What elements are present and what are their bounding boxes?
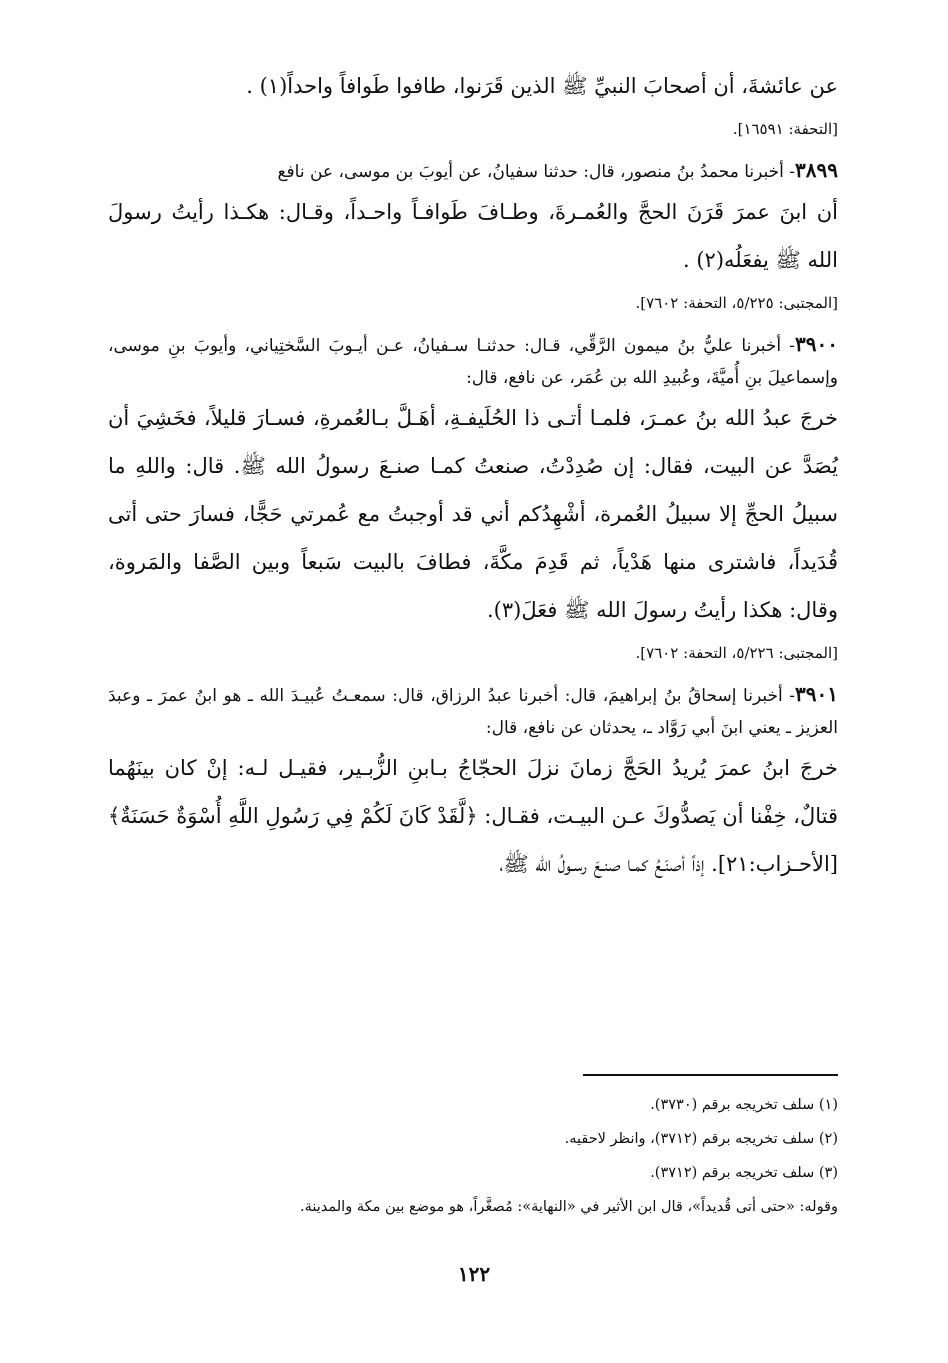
footnote-1: (١) سلف تخريجه برقم (٣٧٣٠). [650, 1097, 838, 1113]
hadith-isnad [108, 328, 838, 394]
source-reference: [المجتبى: ٥/٢٢٥، التحفة: ٧٦٠٢]. [635, 294, 838, 312]
hadith-3901 [108, 678, 838, 888]
footnote-2: (٢) سلف تخريجه برقم (٣٧١٢)، وانظر لاحقيه. [564, 1131, 838, 1147]
hadith-matn: أن ابنَ عمرَ قَرَنَ الحجَّ والعُمـرةَ، وطـافَ طَوافـاً واحـداً، وقـال: هكـذا رأيتُ رسولَ الله ﷺ يفعَلُه(٢) . [108, 200, 838, 272]
isnad-text: - أخبرنا محمدُ بنُ منصور، قال: حدثنا سفيانُ، عن أيوبَ بن موسى، عن نافع [277, 162, 796, 182]
hadith-number: ٣٩٠١ [795, 682, 838, 706]
hadith-number: ٣٨٩٩ [795, 158, 838, 182]
hadith-isnad [108, 678, 838, 744]
hadith-3900 [108, 328, 838, 664]
hadith-text: عن عائشةَ، أن أصحابَ النبيِّ ﷺ الذين قَرَنوا، طافوا طَوافاً واحداً(١) . [246, 74, 838, 98]
source-reference: [المجتبى: ٥/٢٢٦، التحفة: ٧٦٠٢]. [635, 644, 838, 662]
footnotes [108, 1088, 838, 1224]
page-number: ١٢٢ [457, 1262, 491, 1286]
isnad-text: - أخبرنا إسحاقُ بنُ إبراهيمَ، قال: أخبرنا عبدُ الرزاق، قال: سمعـتُ عُبيـدَ الله ـ هو ابنُ عمرَ ـ وعبدَ العزيز ـ يعني ابنَ أبي رَوَّاد ـ، يحدثان عن نافع، قال: [108, 686, 838, 738]
footnote-3: (٣) سلف تخريجه برقم (٣٧١٢). [650, 1165, 838, 1181]
hadith-matn: خرجَ ابنُ عمرَ يُريدُ الحَجَّ زمانَ نزلَ الحجّاجُ بـابنِ الزُّبـير، فقيـل لـه: إنْ كان بينَهُما قتالٌ، خِفْنا أن يَصدُّوكَ عـن البيـت، فقـال: ﴿لَّقَدْ كَانَ لَكُمْ فِي رَسُولِ اللَّهِ أُسْوَةٌ حَسَنَةٌ﴾ [الأحـزاب:٢١]. إذاً أصنَـعُ كمـا صنـعَ رسـولُ الله ﷺ، [108, 756, 838, 876]
footnote-separator [583, 1074, 838, 1076]
footnote-note: وقوله: «حتى أتى قُديداً»، قال ابن الأثير في «النهاية»: مُصغَّراً، هو موضع بين مكة والمدينة. [299, 1199, 838, 1215]
hadith-isnad [108, 154, 838, 188]
hadith-matn: خرجَ عبدُ الله بنُ عمـرَ، فلمـا أتـى ذا الحُلَيفـةِ، أهَـلَّ بـالعُمرةِ، فسـارَ قليلاً، فخَشِيَ أن يُصَدَّ عن البيت، فقال: إن صُدِدْتُ، صنعتُ كمـا صنـعَ رسولُ الله ﷺ. قال: واللهِ ما سبيلُ الحجِّ إلا سبيلُ العُمرة، أشْهِدُكم أني قد أوجبتُ مع عُمرتي حَجًّا، فسارَ حتى أتى قُدَيداً، فاشترى منها هَدْياً، ثم قَدِمَ مكَّةَ، فطافَ بالبيت سَبعاً وبين الصَّفا والمَروة، وقال: هكذا رأيتُ رسولَ الله ﷺ فعَلَ(٣). [108, 406, 838, 622]
hadith-3899 [108, 154, 838, 314]
hadith-number: ٣٩٠٠ [795, 332, 838, 356]
source-reference: [التحفة: ١٦٥٩١]. [732, 120, 838, 138]
isnad-text: - أخبرنا عليُّ بنُ ميمون الرَّقِّي، قـال: حدثنـا سـفيانُ، عـن أيـوبَ السَّختِياني، وأيوبَ بنِ موسى، وإسماعيلَ بنِ أُميَّةَ، وعُبيدِ الله بن عُمَر، عن نافع، قال: [108, 336, 838, 388]
